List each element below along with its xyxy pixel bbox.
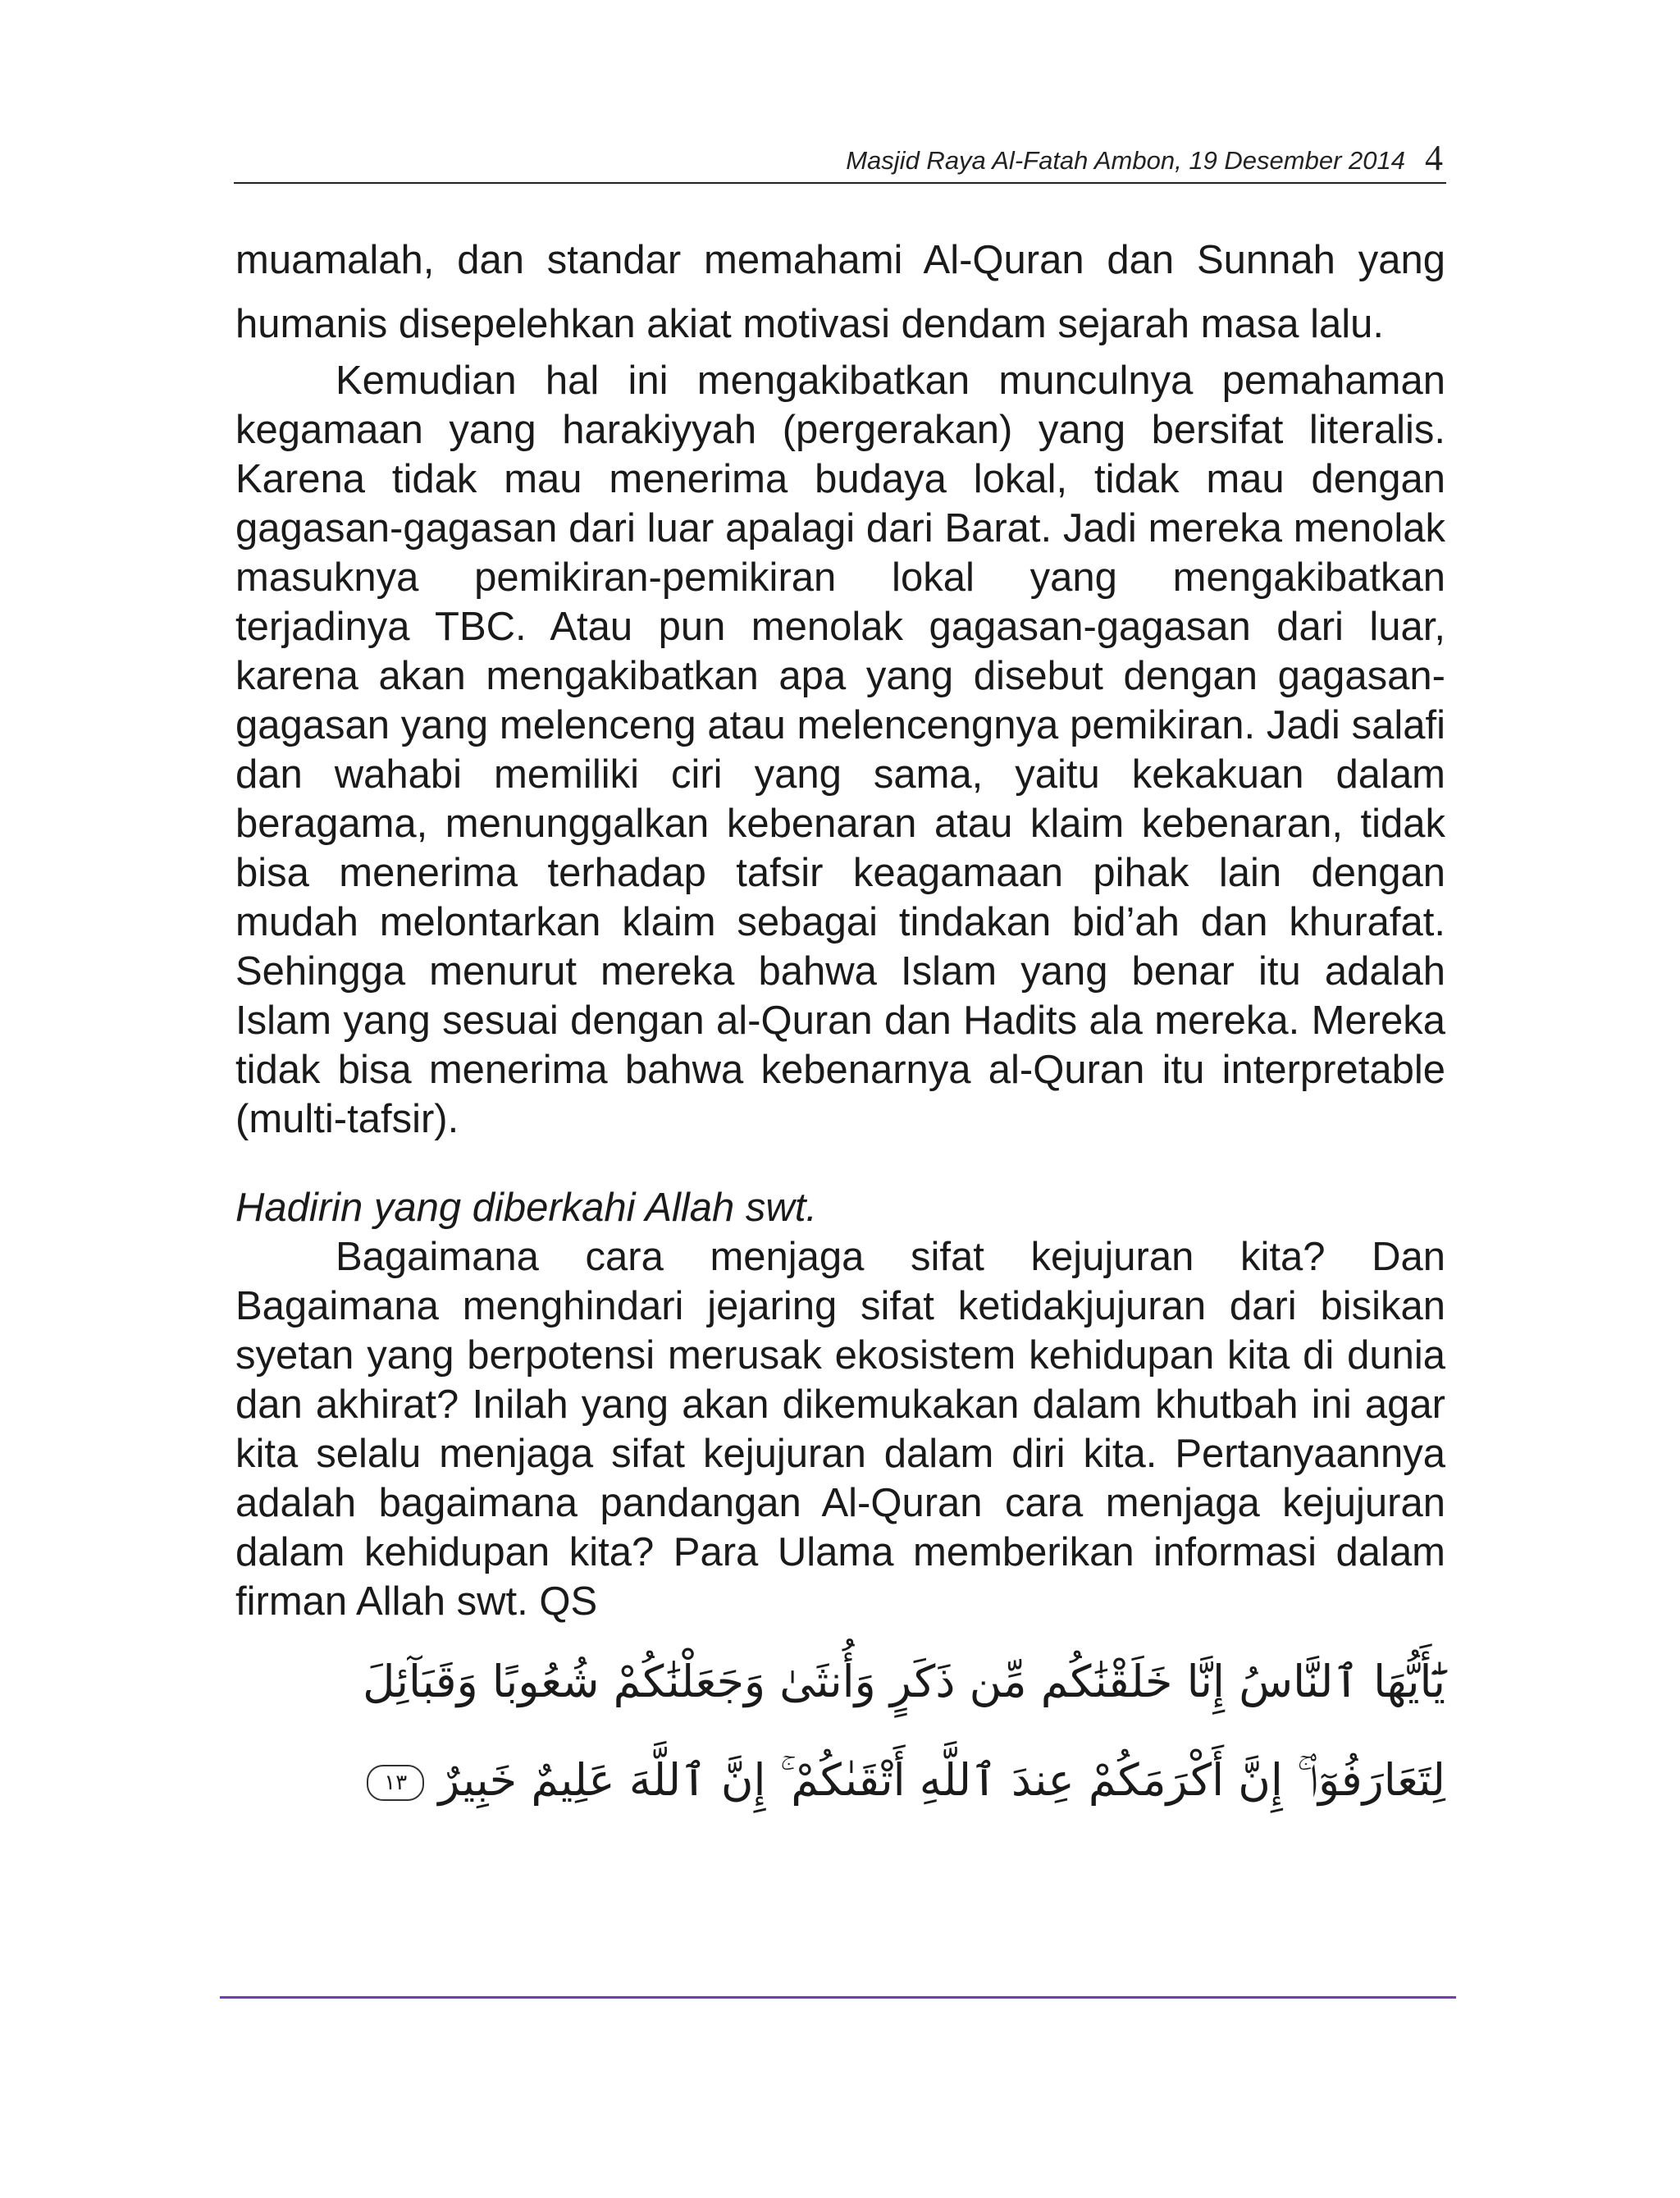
page-header <box>234 139 1446 184</box>
page-number: 4 <box>1425 138 1443 178</box>
section-heading: Hadirin yang diberkahi Allah swt. <box>235 1186 818 1230</box>
paragraph-literalism: Kemudian hal ini mengakibatkan munculnya pemahaman kegamaan yang harakiyyah (pergerakan) yang bersifat literalis. Karena tidak mau menerima budaya lokal, tidak mau dengan gagasan-gagasan dari luar apalagi dari Barat. Jadi mereka menolak masuknya pemikiran-pemikiran lokal yang mengakibatkan terjadinya TBC. Atau pun menolak gagasan-gagasan dari luar, karena akan mengakibatkan apa yang disebut dengan gagasan-gagasan yang melenceng atau melencengnya pemikiran. Jadi salafi dan wahabi memiliki ciri yang sama, yaitu kekakuan dalam beragama, menunggalkan kebenaran atau klaim kebenaran, tidak bisa menerima terhadap tafsir keagamaan pihak lain dengan mudah melontarkan klaim sebagai tindakan bid’ah dan khurafat. Sehingga menurut mereka bahwa Islam yang benar itu adalah Islam yang sesuai dengan al-Quran dan Hadits ala mereka. Mereka tidak bisa menerima bahwa kebenarnya al-Quran itu interpretable (multi-tafsir). <box>235 359 1445 1141</box>
quran-verse <box>235 1633 1445 1830</box>
header-title: Masjid Raya Al-Fatah Ambon, 19 Desember 2014 <box>846 146 1405 175</box>
paragraph-honesty: Bagaimana cara menjaga sifat kejujuran kita? Dan Bagaimana menghindari jejaring sifat ketidakjujuran dari bisikan syetan yang berpotensi merusak ekosistem kehidupan kita di dunia dan akhirat? Inilah yang akan dikemukakan dalam khutbah ini agar kita selalu menjaga sifat kejujuran dalam diri kita. Pertanyaannya adalah bagaimana pandangan Al-Quran cara menjaga kejujuran dalam kehidupan kita? Para Ulama memberikan informasi dalam firman Allah swt. QS <box>235 1235 1445 1624</box>
intro-paragraph: muamalah, dan standar memahami Al-Quran dan Sunnah yang humanis disepelehkan akiat motivasi dendam sejarah masa lalu. <box>235 238 1445 346</box>
page-body <box>235 228 1445 1830</box>
ayah-number-marker: ١٣ <box>367 1765 424 1801</box>
footer-rule <box>220 1996 1456 1999</box>
arabic-verse-text: يَٰٓأَيُّهَا ٱلنَّاسُ إِنَّا خَلَقْنَٰكُم مِّن ذَكَرٍ وَأُنثَىٰ وَجَعَلْنَٰكُمْ شُعُوبًا وَقَبَآئِلَ لِتَعَارَفُوٓا۟ ۚ إِنَّ أَكْرَمَكُمْ عِندَ ٱللَّهِ أَتْقَىٰكُمْ ۚ إِنَّ ٱللَّهَ عَلِيمٌ خَبِيرٌ <box>363 1656 1445 1806</box>
